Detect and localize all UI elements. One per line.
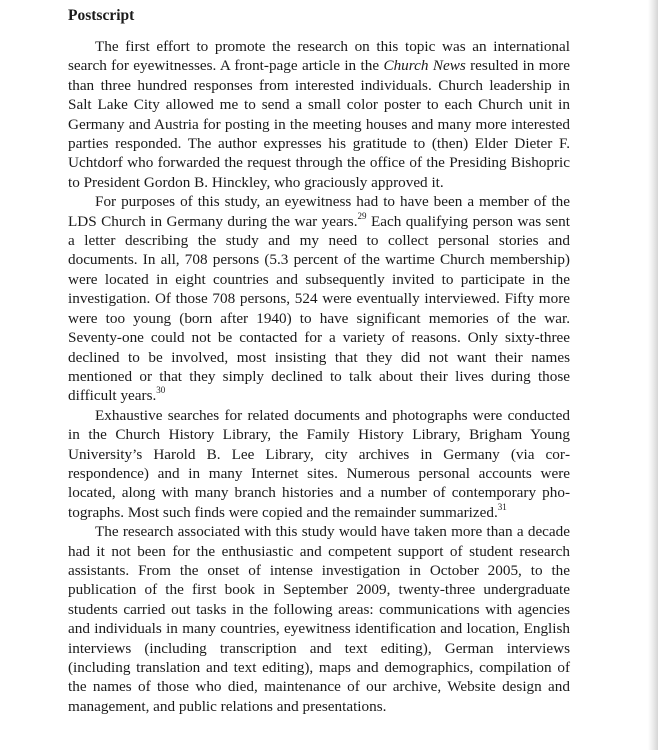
paragraph-text: The first effort to promote the research on this topic was an international search for eyewitnesses. A front-page article in the bbox=[68, 38, 570, 75]
paragraph-document-searches bbox=[68, 406, 570, 522]
paragraph-eyewitness-search bbox=[68, 37, 570, 192]
page-edge-shadow bbox=[648, 0, 658, 750]
footnote-reference[interactable]: 30 bbox=[156, 385, 166, 396]
section-heading: Postscript bbox=[68, 7, 135, 24]
paragraph-text: Each qualifying person was sent a letter describing the study and my need to collect personal stories and documents. In all, 708 persons (5.3 percent of the wartime Church membership) were located in eight countries and subsequently invited to participate in the investigation. Of those 708 persons, 524 were eventually interviewed. Fifty more were too young (born after 1940) to have significant memories of the war. Seventy-one could not be contacted for a variety of reasons. Only sixty-three declined to be involved, most insisting that they did not want their names mentioned or that they simply declined to talk about their lives during those difficult years. bbox=[68, 212, 570, 405]
paragraph-text: For purposes of this study, an eyewitness had to have been a member of the LDS Church in Germany during the war years. bbox=[68, 193, 570, 230]
paragraph-text: The research associated with this study would have taken more than a decade had it not been for the enthusiastic and competent support of student research assistants. From the onset of intense investigation in October 2005, to the publication of the first book in September 2009, twenty-three undergraduate students carried out tasks in the following areas: communications with agencies and individuals in many countries, eyewitness identification and location, English interviews (including transcription and text editing), German interviews (including translation and text editing), maps and demographics, compilation of the names of those who died, maintenance of our archive, Website design and management, and public relations and presentations. bbox=[68, 523, 570, 715]
publication-title: Church News bbox=[383, 57, 466, 75]
footnote-reference[interactable]: 29 bbox=[357, 210, 367, 221]
footnote-reference[interactable]: 31 bbox=[497, 501, 507, 512]
document-body bbox=[68, 5, 570, 716]
paragraph-research-assistants bbox=[68, 522, 570, 716]
paragraph-text: resulted in more than three hundred responses from interested individuals. Church leadership in Salt Lake City allowed me to send a small color poster to each Church unit in Germany and Austria for posting in the meeting houses and many more interested parties responded. The author expresses his gratitude to (then) Elder Dieter F. Uchtdorf who forwarded the request through the office of the Presiding Bishopric to President Gordon B. Hinckley, who graciously approved it. bbox=[68, 57, 570, 191]
paragraph-study-criteria bbox=[68, 192, 570, 405]
paragraph-text: Exhaustive searches for related documents and photographs were conducted in the Church History Library, the Family History Library, Brigham Young University’s Harold B. Lee Library, city archives in Germany (via correspondence) and in many Internet sites. Numerous personal accounts were located, along with many branch histories and a number of contemporary photographs. Most such finds were copied and the remainder summarized. bbox=[68, 406, 570, 521]
